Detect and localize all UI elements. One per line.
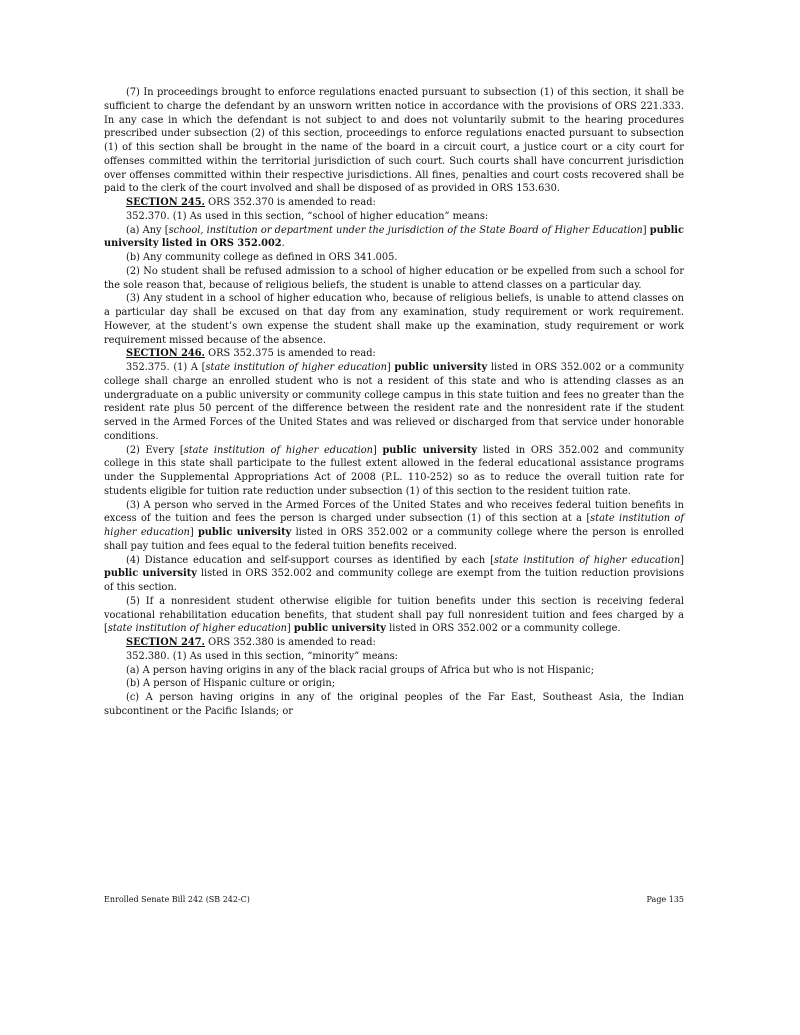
paragraph-352-370: 352.370. (1) As used in this section, “school of higher education” means: bbox=[126, 210, 489, 222]
paragraph-352-375-5: (5) If a nonresident student otherwise eligible for tuition benefits under this section is receiving federal vocational rehabilitation education benefits, that student shall pay full nonresident tuition and fees charged by a [state institution of higher education] public university listed in ORS 352.002 or a community college. bbox=[104, 595, 684, 635]
paragraph-352-375-1: 352.375. (1) A [state institution of higher education] public university listed in ORS 352.002 or a community college shall charge an enrolled student who is not a resident of this state and who is attending classes as an undergraduate on a public university or community college campus in this state tuition and fees no greater than the resident rate plus 50 percent of the difference between the resident rate and the nonresident rate if the student served in the Armed Forces of the United States and was relieved or discharged from that service under honorable conditions. bbox=[104, 362, 685, 442]
paragraph-352-370-b: (b) Any community college as defined in ORS 341.005. bbox=[126, 252, 398, 263]
paragraph-352-375-4: (4) Distance education and self-support courses as identified by each [state institution of higher education] public university listed in ORS 352.002 and community college are exempt from the tuition reduction provisions of this section. bbox=[104, 554, 684, 593]
paragraph-352-370-a: (a) Any [school, institution or department under the jurisdiction of the State Board of Higher Education] public university listed in ORS 352.002. bbox=[104, 224, 684, 250]
paragraph-352-380-a: (a) A person having origins in any of the black racial groups of Africa but who is not Hispanic; bbox=[126, 664, 595, 676]
page-number: Page 135 bbox=[646, 895, 684, 904]
section-245 bbox=[104, 196, 684, 210]
inserted-text: public university listed in ORS 352.002 bbox=[104, 224, 684, 250]
section-246 bbox=[104, 347, 684, 361]
section-intro: ORS 352.375 is amended to read: bbox=[204, 348, 376, 360]
deleted-text: state institution of higher education bbox=[183, 444, 373, 456]
deleted-text: state institution of higher education bbox=[493, 554, 681, 566]
section-247 bbox=[104, 636, 684, 650]
inserted-text: public university bbox=[382, 444, 478, 456]
paragraph-352-375-2: (2) Every [state institution of higher education] public university listed in ORS 352.002 and community college in this state shall participate to the fullest extent allowed in the federal educational assistance programs under the Supplemental Appropriations Act of 2008 (P.L. 110-252) so as to reduce the overall tuition rate for students eligible for tuition rate reduction under subsection (1) of this section to the resident tuition rate. bbox=[104, 444, 685, 497]
page-footer bbox=[104, 895, 684, 904]
section-heading: SECTION 246. bbox=[126, 348, 205, 360]
document-body bbox=[104, 86, 684, 719]
inserted-text: public university bbox=[104, 568, 197, 580]
inserted-text: public university bbox=[197, 527, 292, 538]
paragraph-352-370-3: (3) Any student in a school of higher education who, because of religious beliefs, is unable to attend classes on a particular day shall be excused on that day from any examination, study requirement or work requirement. However, at the student’s own expense the student shall make up the examination, study requirement or work requirement missed because of the absence. bbox=[104, 293, 684, 346]
paragraph-352-375-3: (3) A person who served in the Armed Forces of the United States and who receives federal tuition benefits in excess of the tuition and fees the person is charged under subsection (1) of this section at a [state institution of higher education] public university listed in ORS 352.002 or a community college where the person is enrolled shall pay tuition and fees equal to the federal tuition benefits received. bbox=[104, 499, 685, 552]
paragraph-352-380: 352.380. (1) As used in this section, “minority” means: bbox=[126, 650, 398, 662]
deleted-text: state institution of higher education bbox=[104, 513, 684, 538]
inserted-text: public university bbox=[394, 362, 488, 373]
section-heading: SECTION 245. bbox=[126, 197, 205, 208]
deleted-text: state institution of higher education bbox=[107, 623, 287, 635]
bill-name: Enrolled Senate Bill 242 (SB 242-C) bbox=[104, 895, 250, 904]
section-intro: ORS 352.380 is amended to read: bbox=[204, 637, 376, 648]
inserted-text: public university bbox=[293, 623, 386, 635]
paragraph-352-380-c: (c) A person having origins in any of the original peoples of the Far East, Southeast Asia, the Indian subcontinent or the Pacific Islands; or bbox=[104, 692, 684, 717]
paragraph-subsection-7: (7) In proceedings brought to enforce regulations enacted pursuant to subsection (1) of this section, it shall be sufficient to charge the defendant by an unsworn written notice in accordance with the provisions of ORS 221.333. In any case in which the defendant is not subject to and does not voluntarily submit to the hearing procedures prescribed under subsection (2) of this section, proceedings to enforce regulations enacted pursuant to subsection (1) of this section shall be brought in the name of the board in a circuit court, a justice court or a city court for offenses committed within the territorial jurisdiction of such court. Such courts shall have concurrent jurisdiction over offenses committed within their respective jurisdictions. All fines, penalties and court costs recovered shall be paid to the clerk of the court involved and shall be disposed of as provided in ORS 153.630. bbox=[104, 87, 684, 195]
paragraph-352-380-b: (b) A person of Hispanic culture or origin; bbox=[126, 678, 336, 690]
deleted-text: school, institution or department under the jurisdiction of the State Board of Higher Education bbox=[168, 224, 643, 236]
deleted-text: state institution of higher education bbox=[205, 362, 387, 373]
paragraph-352-370-2: (2) No student shall be refused admission to a school of higher education or be expelled from such a school for the sole reason that, because of religious beliefs, the student is unable to attend classes on a particular day. bbox=[104, 265, 684, 291]
section-intro: ORS 352.370 is amended to read: bbox=[204, 197, 376, 208]
section-heading: SECTION 247. bbox=[126, 637, 205, 648]
